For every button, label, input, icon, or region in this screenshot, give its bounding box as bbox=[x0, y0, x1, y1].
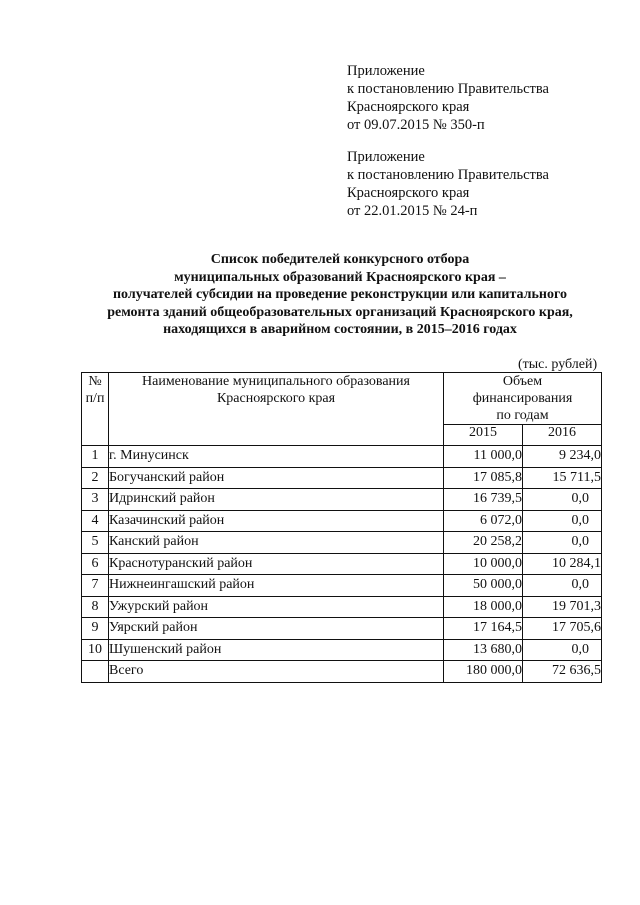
header-number bbox=[82, 373, 109, 446]
funding-2016: 17 705,6 bbox=[523, 618, 602, 640]
funding-2016: 0,0 bbox=[523, 489, 602, 511]
title-line: находящихся в аварийном состоянии, в 2015–2016 годах bbox=[163, 322, 517, 337]
municipality-name: г. Минусинск bbox=[109, 446, 444, 468]
municipality-name: Шушенский район bbox=[109, 639, 444, 661]
table-row bbox=[82, 510, 602, 532]
header-volume-line2: финансирования bbox=[472, 391, 573, 406]
appendix-line: к постановлению Правительства bbox=[347, 167, 549, 183]
appendix-line: Приложение bbox=[347, 63, 425, 79]
municipality-name: Канский район bbox=[109, 532, 444, 554]
row-number: 2 bbox=[82, 467, 109, 489]
funding-2016: 0,0 bbox=[523, 639, 602, 661]
title-line: ремонта зданий общеобразовательных организаций Красноярского края, bbox=[107, 304, 573, 320]
municipality-name: Уярский район bbox=[109, 618, 444, 640]
funding-2016: 0,0 bbox=[523, 532, 602, 554]
appendix-line: Красноярского края bbox=[347, 185, 470, 201]
winners-table bbox=[81, 372, 602, 683]
header-volume-line1: Объем bbox=[502, 374, 543, 389]
appendix-line: от 09.07.2015 № 350-п bbox=[347, 117, 485, 133]
table-row bbox=[82, 618, 602, 640]
table-row bbox=[82, 489, 602, 511]
table-row bbox=[82, 596, 602, 618]
appendix-line: к постановлению Правительства bbox=[347, 81, 549, 97]
title-line: Список победителей конкурсного отбора bbox=[210, 252, 470, 267]
units-label: (тыс. рублей) bbox=[518, 357, 598, 372]
municipality-name: Краснотуранский район bbox=[109, 553, 444, 575]
row-number: 9 bbox=[82, 618, 109, 640]
row-number: 4 bbox=[82, 510, 109, 532]
header-municipality bbox=[109, 373, 444, 446]
funding-2015: 17 085,8 bbox=[444, 467, 523, 489]
row-number: 5 bbox=[82, 532, 109, 554]
funding-2015: 13 680,0 bbox=[444, 639, 523, 661]
table-header-row bbox=[82, 373, 602, 425]
header-municipality-line2: Красноярского края bbox=[216, 391, 336, 406]
funding-2015: 50 000,0 bbox=[444, 575, 523, 597]
table-total-row bbox=[82, 661, 602, 683]
table-row bbox=[82, 639, 602, 661]
municipality-name: Нижнеингашский район bbox=[109, 575, 444, 597]
funding-2015: 10 000,0 bbox=[444, 553, 523, 575]
header-municipality-line1: Наименование муниципального образования bbox=[142, 374, 410, 389]
funding-2016: 0,0 bbox=[523, 575, 602, 597]
funding-2016: 72 636,5 bbox=[523, 661, 602, 683]
header-number-line2: п/п bbox=[85, 391, 105, 406]
appendix-block-2 bbox=[347, 148, 549, 220]
title-line: муниципальных образований Красноярского края – bbox=[174, 269, 506, 285]
funding-2016: 15 711,5 bbox=[523, 467, 602, 489]
header-year-2016: 2016 bbox=[523, 425, 602, 446]
municipality-name: Ужурский район bbox=[109, 596, 444, 618]
table-row bbox=[82, 575, 602, 597]
funding-2016: 10 284,1 bbox=[523, 553, 602, 575]
header-funding-volume bbox=[444, 373, 602, 425]
row-number: 10 bbox=[82, 639, 109, 661]
municipality-name: Богучанский район bbox=[109, 467, 444, 489]
appendix-block-1 bbox=[347, 62, 549, 134]
funding-2016: 0,0 bbox=[523, 510, 602, 532]
funding-2015: 11 000,0 bbox=[444, 446, 523, 468]
funding-2015: 6 072,0 bbox=[444, 510, 523, 532]
row-number: 3 bbox=[82, 489, 109, 511]
funding-2015: 16 739,5 bbox=[444, 489, 523, 511]
document-title bbox=[60, 251, 620, 339]
row-number: 1 bbox=[82, 446, 109, 468]
funding-2015: 18 000,0 bbox=[444, 596, 523, 618]
funding-2015: 17 164,5 bbox=[444, 618, 523, 640]
header-year-2015: 2015 bbox=[444, 425, 523, 446]
municipality-name: Казачинский район bbox=[109, 510, 444, 532]
row-number: 7 bbox=[82, 575, 109, 597]
funding-2016: 19 701,3 bbox=[523, 596, 602, 618]
funding-2015: 180 000,0 bbox=[444, 661, 523, 683]
table-row bbox=[82, 532, 602, 554]
appendix-line: от 22.01.2015 № 24-п bbox=[347, 203, 478, 219]
row-number: 6 bbox=[82, 553, 109, 575]
funding-2015: 20 258,2 bbox=[444, 532, 523, 554]
table-body bbox=[82, 446, 602, 683]
header-volume-line3: по годам bbox=[496, 408, 549, 423]
appendix-line: Приложение bbox=[347, 149, 425, 165]
row-number bbox=[82, 661, 109, 683]
table-row bbox=[82, 467, 602, 489]
title-line: получателей субсидии на проведение реконструкции или капитального bbox=[112, 287, 567, 302]
funding-2016: 9 234,0 bbox=[523, 446, 602, 468]
municipality-name: Всего bbox=[109, 661, 444, 683]
row-number: 8 bbox=[82, 596, 109, 618]
table-row bbox=[82, 553, 602, 575]
municipality-name: Идринский район bbox=[109, 489, 444, 511]
table-row bbox=[82, 446, 602, 468]
header-number-line1: № bbox=[88, 374, 102, 389]
appendix-line: Красноярского края bbox=[347, 99, 470, 115]
